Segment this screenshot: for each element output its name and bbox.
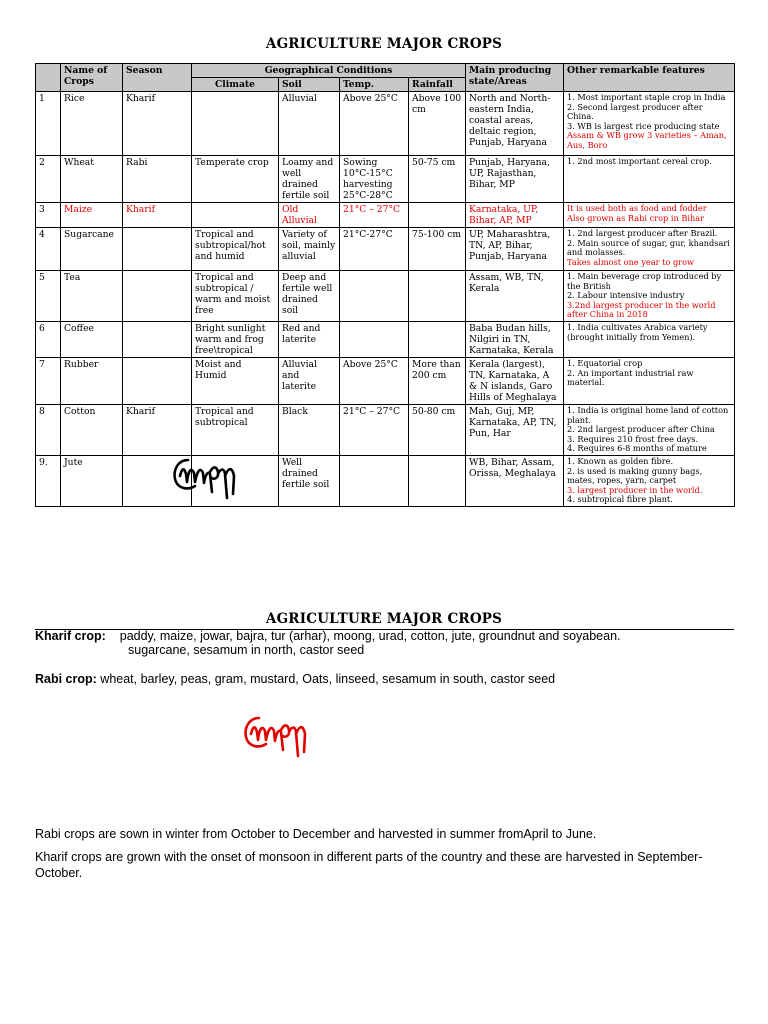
cell-name: Jute — [61, 455, 123, 506]
feature-item-highlight: Takes almost one year to grow — [567, 256, 695, 267]
cell-states: UP, Maharashtra, TN, AP, Bihar, Punjab, Haryana — [466, 228, 564, 271]
table-body — [36, 92, 735, 507]
cell-features — [564, 404, 735, 455]
cell-climate: Bright sunlight warm and frog free\tropical — [192, 321, 279, 357]
feature-item: 1. Equatorial crop — [567, 357, 643, 368]
table-row — [36, 271, 735, 322]
cell-soil: Alluvial — [279, 92, 340, 156]
cell-rainfall: 75-100 cm — [409, 228, 466, 271]
cell-name: Rice — [61, 92, 123, 156]
feature-item: 2. An important industrial raw material. — [567, 367, 694, 388]
feature-item: 2. Second largest producer after China. — [567, 101, 703, 122]
col-header-geo: Geographical Conditions — [192, 64, 466, 78]
crops-table — [35, 63, 735, 507]
rabi-crops: wheat, barley, peas, gram, mustard, Oats, linseed, sesamum in south, castor seed — [100, 672, 556, 686]
cell-name: Maize — [61, 203, 123, 228]
cell-temp: Sowing 10°C-15°C harvesting 25°C-28°C — [340, 156, 409, 203]
cell-features — [564, 156, 735, 203]
cell-states: Baba Budan hills, Nilgiri in TN, Karnataka, Kerala — [466, 321, 564, 357]
table-row — [36, 203, 735, 228]
cell-temp: Above 25°C — [340, 92, 409, 156]
cell-soil: Loamy and well drained fertile soil — [279, 156, 340, 203]
feature-item: 2. is used is making gunny bags, mates, ropes, yarn, carpet — [567, 465, 703, 486]
signature-red — [241, 704, 313, 758]
cell-climate — [192, 203, 279, 228]
cell-soil: Variety of soil, mainly alluvial — [279, 228, 340, 271]
feature-item: 1. India is original home land of cotton plant. — [567, 404, 729, 425]
cell-temp — [340, 455, 409, 506]
rabi-label: Rabi crop: — [35, 672, 97, 686]
cell-season: Kharif — [123, 404, 192, 455]
table-row — [36, 404, 735, 455]
cell-climate: Tropical and subtropical / warm and moist free — [192, 271, 279, 322]
cell-temp — [340, 321, 409, 357]
feature-item: 1. Main beverage crop introduced by the British — [567, 271, 722, 291]
cell-name: Wheat — [61, 156, 123, 203]
feature-item: 1. 2nd most important cereal crop. — [567, 156, 712, 166]
cell-name: Sugarcane — [61, 228, 123, 271]
col-header-climate: Climate — [192, 78, 279, 92]
table-row — [36, 92, 735, 156]
cell-name: Cotton — [61, 404, 123, 455]
cell-states: Kerala (largest), TN, Karnataka, A & N islands, Garo Hills of Meghalaya — [466, 357, 564, 404]
cell-states: Mah, Guj, MP, Karnataka, AP, TN, Pun, Har — [466, 404, 564, 455]
table-row — [36, 156, 735, 203]
kharif-crops: paddy, maize, jowar, bajra, tur (arhar), moong, urad, cotton, jute, groundnut and soyabean. — [119, 629, 621, 643]
cell-climate: Tropical and subtropical/hot and humid — [192, 228, 279, 271]
cell-features — [564, 357, 735, 404]
kharif-line-1 — [35, 629, 735, 644]
cell-climate: Tropical and subtropical — [192, 404, 279, 455]
rabi-line — [35, 672, 735, 687]
cell-no: 5 — [36, 271, 61, 322]
feature-item: 1. Known as golden fibre. — [567, 455, 674, 466]
cell-name: Rubber — [61, 357, 123, 404]
cell-no: 4 — [36, 228, 61, 271]
col-header-season: Season — [123, 64, 192, 92]
cell-rainfall — [409, 271, 466, 322]
cell-climate: Temperate crop — [192, 156, 279, 203]
section-title: AGRICULTURE MAJOR CROPS — [265, 611, 503, 627]
cell-no: 8 — [36, 404, 61, 455]
col-header-soil: Soil — [279, 78, 340, 92]
cell-features — [564, 203, 735, 228]
feature-item: 3. WB is largest rice producing state — [567, 120, 720, 131]
cell-states: WB, Bihar, Assam, Orissa, Meghalaya — [466, 455, 564, 506]
col-header-states: Main producing state/Areas — [466, 64, 564, 92]
kharif-label: Kharif crop: — [35, 629, 106, 643]
rabi-paragraph: Rabi crops are sown in winter from October to December and harvested in summer fromApril to June. — [35, 827, 597, 841]
feature-item: 1. India cultivates Arabica variety (brought initially from Yemen). — [567, 321, 708, 342]
cell-soil: Well drained fertile soil — [279, 455, 340, 506]
feature-item: 2. Main source of sugar, gur, khandsari and molasses. — [567, 237, 730, 258]
signature-black — [170, 446, 242, 500]
feature-item: 3. Requires 210 frost free days. — [567, 433, 699, 444]
cell-soil: Alluvial and laterite — [279, 357, 340, 404]
cell-season — [123, 228, 192, 271]
col-header-temp: Temp. — [340, 78, 409, 92]
cell-no: 1 — [36, 92, 61, 156]
cell-rainfall — [409, 203, 466, 228]
cell-no: 6 — [36, 321, 61, 357]
feature-item-highlight: 3. largest producer in the world. — [567, 484, 703, 495]
cell-states: Punjab, Haryana, UP, Rajasthan, Bihar, MP — [466, 156, 564, 203]
feature-item-highlight: Assam & WB grow 3 varieties – Aman, Aus, Boro — [567, 130, 727, 150]
cell-temp — [340, 271, 409, 322]
cell-features — [564, 455, 735, 506]
feature-item: 1. 2nd largest producer after Brazil. — [567, 228, 718, 238]
table-row — [36, 357, 735, 404]
feature-item: 2. 2nd largest producer after China — [567, 424, 715, 435]
feature-item: 2. Labour intensive industry — [567, 290, 685, 301]
table-row — [36, 455, 735, 506]
cell-states: North and North-eastern India, coastal areas, deltaic region, Punjab, Haryana — [466, 92, 564, 156]
cell-soil: Red and laterite — [279, 321, 340, 357]
cell-climate — [192, 92, 279, 156]
cell-season — [123, 357, 192, 404]
cell-temp: 21°C – 27°C — [340, 404, 409, 455]
page-title: AGRICULTURE MAJOR CROPS — [265, 36, 503, 52]
cell-soil: Old Alluvial — [279, 203, 340, 228]
feature-item: 4. Requires 6-8 months of mature — [567, 443, 707, 454]
cell-season: Kharif — [123, 203, 192, 228]
cell-rainfall — [409, 321, 466, 357]
cell-rainfall: Above 100 cm — [409, 92, 466, 156]
cell-states: Assam, WB, TN, Kerala — [466, 271, 564, 322]
cell-rainfall — [409, 455, 466, 506]
cell-season: Rabi — [123, 156, 192, 203]
feature-item-highlight: It is used both as food and fodder — [567, 203, 707, 213]
kharif-line-2: sugarcane, sesamum in north, castor seed — [128, 643, 365, 657]
cell-rainfall: 50-80 cm — [409, 404, 466, 455]
cell-states: Karnataka, UP, Bihar, AP, MP — [466, 203, 564, 228]
kharif-paragraph: Kharif crops are grown with the onset of monsoon in different parts of the country and these are harvested in September-October. — [35, 850, 703, 880]
cell-soil: Deep and fertile well drained soil — [279, 271, 340, 322]
cell-features — [564, 92, 735, 156]
cell-season: Kharif — [123, 92, 192, 156]
cell-name: Tea — [61, 271, 123, 322]
cell-name: Coffee — [61, 321, 123, 357]
cell-features — [564, 271, 735, 322]
cell-no: 9. — [36, 455, 61, 506]
table-row — [36, 228, 735, 271]
cell-features — [564, 228, 735, 271]
feature-item-highlight: 3.2nd largest producer in the world after China in 2018 — [567, 299, 716, 320]
cell-no: 3 — [36, 203, 61, 228]
cell-temp: 21°C – 27°C — [340, 203, 409, 228]
feature-item-highlight: Also grown as Rabi crop in Bihar — [567, 212, 705, 223]
cell-no: 2 — [36, 156, 61, 203]
cell-temp: 21°C-27°C — [340, 228, 409, 271]
table-header — [36, 64, 735, 92]
col-header-features: Other remarkable features — [564, 64, 735, 92]
col-header-rainfall: Rainfall — [409, 78, 466, 92]
cell-season — [123, 271, 192, 322]
cell-temp: Above 25°C — [340, 357, 409, 404]
cell-climate: Moist and Humid — [192, 357, 279, 404]
cell-rainfall: 50-75 cm — [409, 156, 466, 203]
col-header-no — [36, 64, 61, 92]
cell-rainfall: More than 200 cm — [409, 357, 466, 404]
cell-features — [564, 321, 735, 357]
feature-item: 4. subtropical fibre plant. — [567, 494, 673, 505]
feature-item: 1. Most important staple crop in India — [567, 92, 726, 102]
cell-season — [123, 321, 192, 357]
cell-no: 7 — [36, 357, 61, 404]
cell-soil: Black — [279, 404, 340, 455]
col-header-name: Name of Crops — [61, 64, 123, 92]
table-row — [36, 321, 735, 357]
